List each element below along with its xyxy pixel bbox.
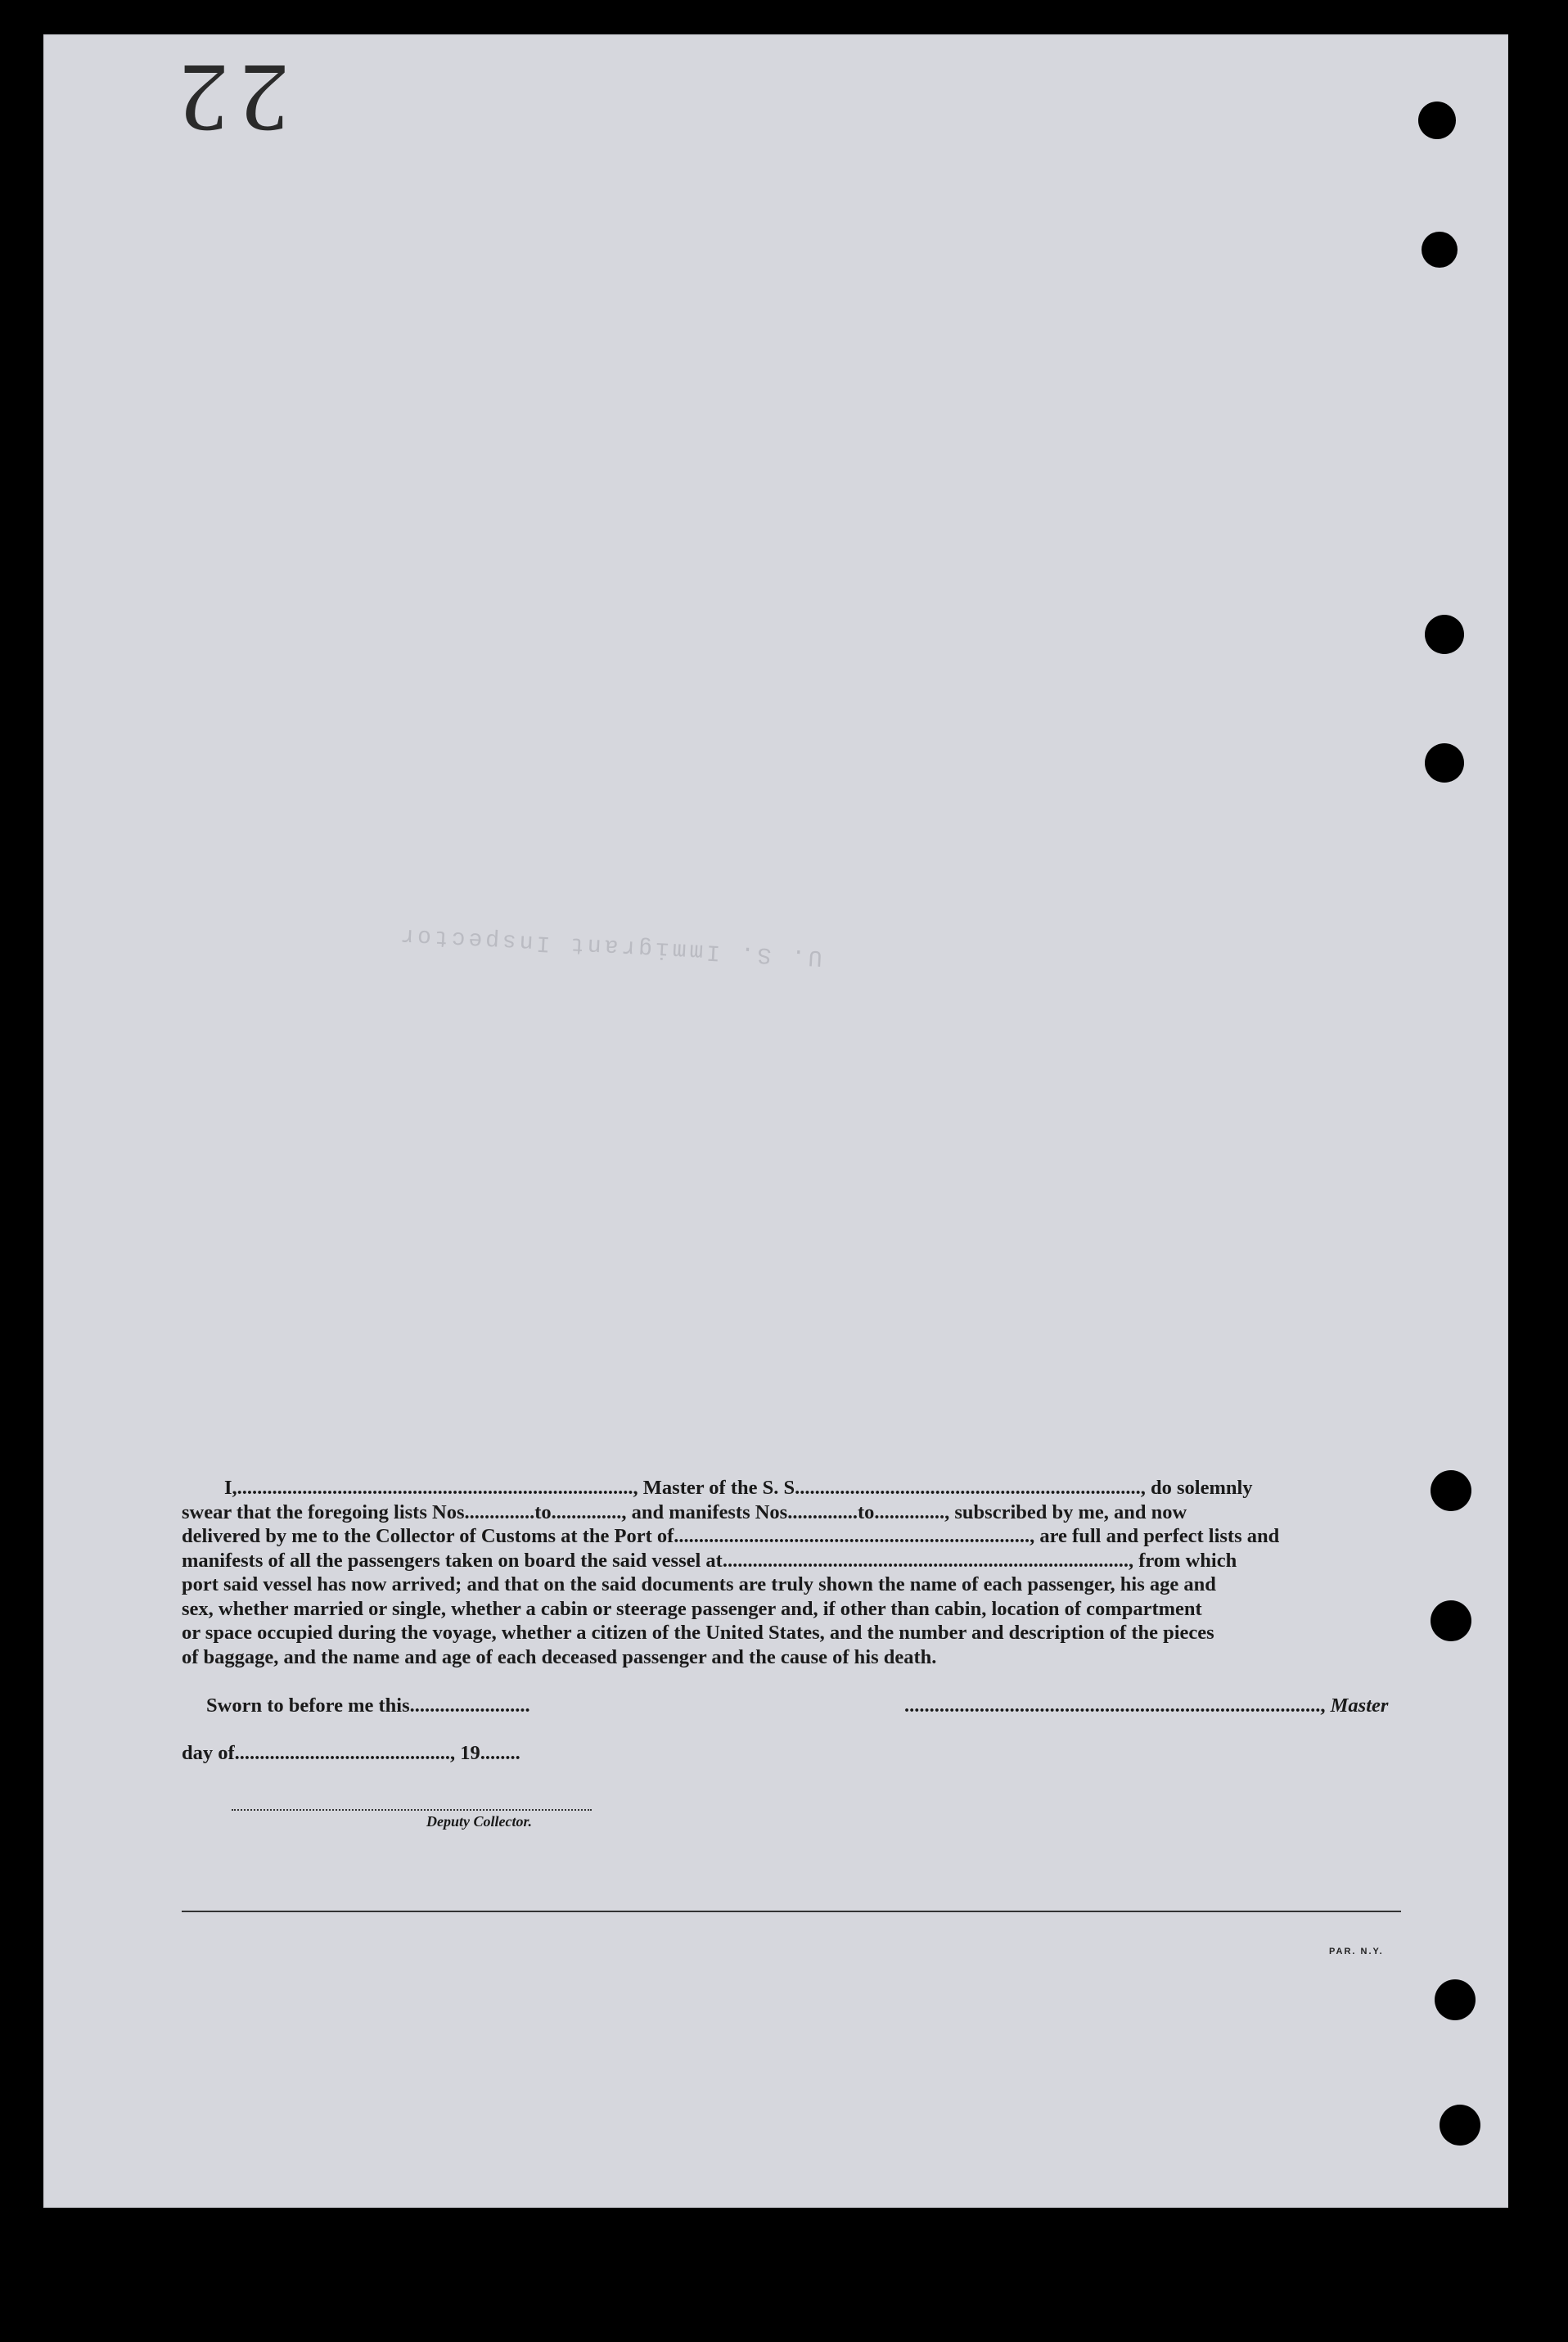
document-sheet (43, 34, 1508, 2208)
punch-hole (1435, 1979, 1476, 2020)
oath-line-8: of baggage, and the name and age of each deceased passenger and the cause of his death. (182, 1645, 937, 1668)
punch-hole (1431, 1600, 1471, 1641)
master-signature-line (904, 1694, 1388, 1717)
oath-line-7: or space occupied during the voyage, whether a citizen of the United States, and the number and description of the pieces (182, 1622, 1214, 1644)
oath-paragraph (182, 1476, 1408, 1669)
punch-hole (1418, 102, 1456, 139)
oath-line-3: delivered by me to the Collector of Customs at the Port of......................................................................., are full and perfect lists and (182, 1525, 1280, 1547)
sworn-before-line: Sworn to before me this........................ (206, 1694, 530, 1717)
oath-line-1: I,..............................................................................., Master of the S. S....................................................................., do solemnly (224, 1477, 1253, 1499)
day-of-line: day of..........................................., 19........ (182, 1742, 520, 1764)
master-dots: ..................................................................................., (904, 1694, 1326, 1717)
bleed-through-stamp: U. S. Immigrant Inspector (396, 922, 823, 970)
punch-hole (1431, 1470, 1471, 1511)
page-number: 22 (168, 44, 289, 153)
bottom-rule (182, 1911, 1401, 1912)
oath-line-6: sex, whether married or single, whether a cabin or steerage passenger and, if other than cabin, location of compartment (182, 1597, 1202, 1620)
oath-line-2: swear that the foregoing lists Nos..............to.............., and manifests Nos..............to.............., subscribed by me, and now (182, 1500, 1187, 1523)
punch-hole (1425, 743, 1464, 783)
printer-mark: PAR. N.Y. (1329, 1947, 1384, 1956)
oath-line-4: manifests of all the passengers taken on board the said vessel at................................................................................., from which (182, 1549, 1237, 1572)
oath-line-5: port said vessel has now arrived; and that on the said documents are truly shown the name of each passenger, his age and (182, 1573, 1216, 1595)
master-label: Master (1325, 1694, 1389, 1717)
punch-hole (1440, 2105, 1480, 2146)
punch-hole (1422, 232, 1458, 268)
deputy-signature-line (232, 1809, 592, 1811)
punch-hole (1425, 615, 1464, 654)
deputy-collector-label: Deputy Collector. (426, 1813, 532, 1830)
